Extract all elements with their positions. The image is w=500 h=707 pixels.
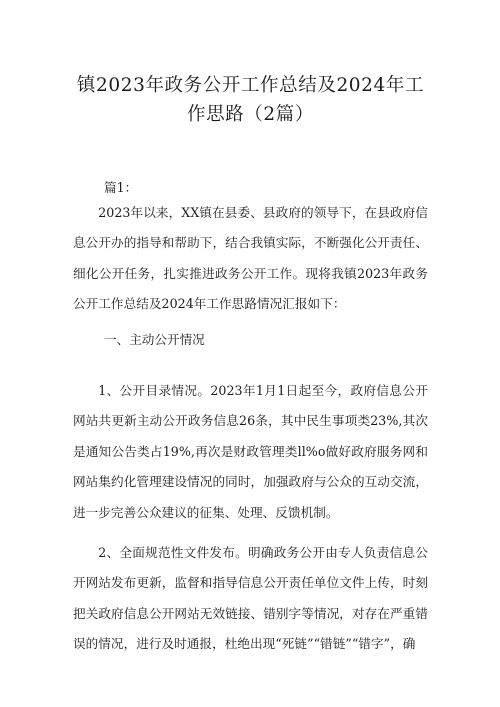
section-heading-active-disclosure: 一、主动公开情况	[104, 332, 205, 347]
section-label: 篇1：	[104, 180, 138, 195]
document-title: 镇2023年政务公开工作总结及2024年工作思路（2篇）	[76, 75, 425, 125]
paragraph-catalog-status: 1、公开目录情况。2023年1月1日起至今，政府信息公开网站共更新主动公开政务信息26条，其中民生事项类23%,其次是通知公告类占19%,再次是财政管理类ll%o做好政府服务网和网站集约化管理建设情况的同时，加强政府与公众的互动交流，进一步完善公众建议的征集、处理、反馈机制。	[73, 383, 428, 520]
paragraph-normative-documents: 2、全面规范性文件发布。明确政务公开由专人负责信息公开网站发布更新，监督和指导信息公开责任单位文件上传，时刻把关政府信息公开网站无效链接、错别字等情况，对存在严重错误的情况，进行及时通报，杜绝出现“死链”“错链”“错字”，确	[73, 545, 428, 652]
intro-paragraph: 2023年以来，XX镇在县委、县政府的领导下，在县政府信息公开办的指导和帮助下，结合我镇实际，不断强化公开责任、细化公开任务，扎实推进政务公开工作。现将我镇2023年政务公开工作总结及2024年工作思路情况汇报如下：	[73, 205, 428, 312]
